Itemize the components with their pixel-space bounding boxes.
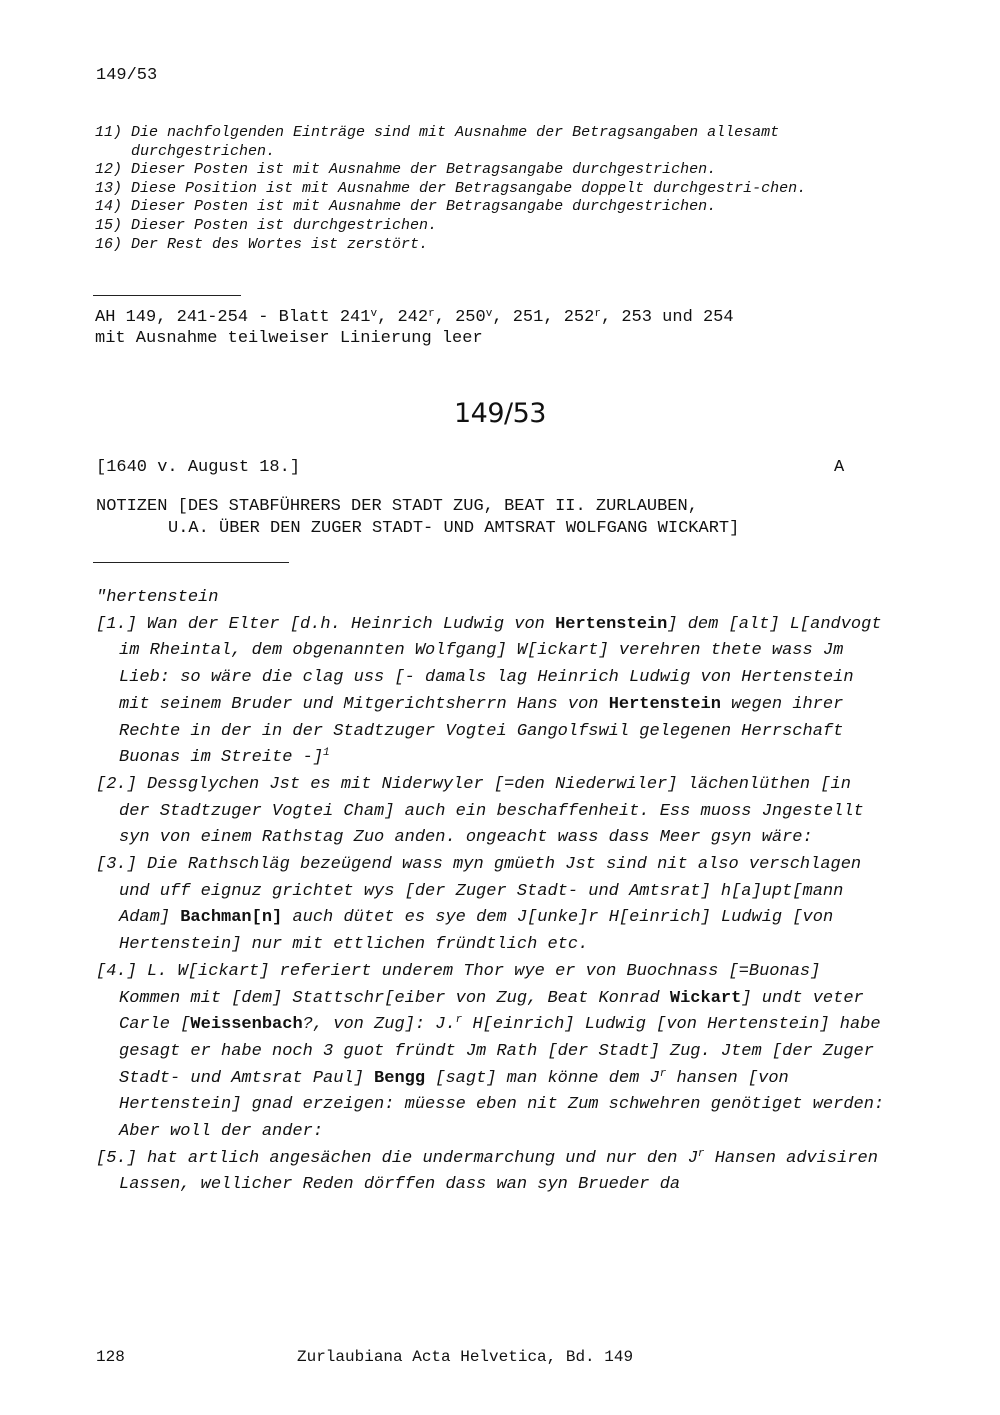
footnote: 15) Dieser Posten ist durchgestrichen. xyxy=(95,216,438,234)
archive-note-line2: mit Ausnahme teilweiser Linierung leer xyxy=(95,328,483,348)
intro-line: "hertenstein xyxy=(96,588,219,607)
footnote: 12) Dieser Posten ist mit Ausnahme der Betragsangabe durchgestrichen. xyxy=(95,161,717,179)
footnotes xyxy=(95,124,895,254)
footnote: 16) Der Rest des Wortes ist zerstört. xyxy=(95,235,429,253)
person-name: Wickart xyxy=(669,988,742,1008)
paragraph-4: [4.] L. W[ickart] referiert underem Thor wye er von Buochnass [=Buonas] Kommen mit [dem] Stattschr[eiber von Zug, Beat Konrad Wickart] undt veter Carle [Weissenbach?, von Zug]: J.$^r$ H[einrich] Ludwig [von Hertenstein] habe gesagt er habe noch 3 guot fründt Jm Rath [der Stadt] Zug. Jtem [der Zuger Stadt- und Amtsrat Paul] Bengg [sagt] man könne dem $J^r$ hansen [von Hertenstein] gnad erzeigen: müesse eben nit Zum schwehren genötiget werden: Aber woll der ander: xyxy=(96,961,885,1142)
source-title: Zurlaubiana Acta Helvetica, Bd. 149 xyxy=(297,1348,634,1366)
archive-note-line1: AH 149, 241-254 - Blatt 241$^v$, 242$^r$, 250$^v$, 251, 252$^r$, 253 und 254 xyxy=(95,308,734,327)
person-name: Bachman[n] xyxy=(180,908,283,928)
divider xyxy=(93,562,289,563)
archive-note xyxy=(95,308,895,349)
page-header-ref: 149/53 xyxy=(96,66,158,85)
paragraph-5: [5.] hat artlich angesächen die undermarchung und nur den $J^r$ Hansen advisiren Lassen, wellicher Reden dörffen dass wan syn Brueder da xyxy=(96,1147,878,1195)
document-letter: A xyxy=(834,458,845,477)
footnote: 13) Diese Position ist mit Ausnahme der Betragsangabe doppelt durchgestri-chen. xyxy=(95,179,807,197)
person-name: Bengg xyxy=(374,1068,426,1088)
footnote: 11) Die nachfolgenden Einträge sind mit Ausnahme der Betragsangaben allesamt durchgestrichen. xyxy=(95,124,780,160)
paragraph-2: [2.] Dessglychen Jst es mit Niderwyler [=den Niederwiler] lächenlüthen [in der Stadtzuger Vogtei Cham] auch ein beschaffenheit. Ess muoss Jngestellt syn von einem Rathstag Zuo anden. ongeacht wass dass Meer gsyn wäre: xyxy=(96,774,864,848)
person-name: Hertenstein xyxy=(555,614,668,634)
divider xyxy=(93,295,241,296)
document-date: [1640 v. August 18.] xyxy=(96,458,301,477)
page-number: 128 xyxy=(96,1348,125,1366)
heading-line: U.A. ÜBER DEN ZUGER STADT- UND AMTSRAT WOLFGANG WICKART] xyxy=(168,518,740,538)
document-number: 149/53 xyxy=(454,398,546,429)
transcription-body xyxy=(96,585,886,1199)
document-heading xyxy=(96,496,896,539)
footnote: 14) Dieser Posten ist mit Ausnahme der Betragsangabe durchgestrichen. xyxy=(95,198,717,216)
footnote-ref: 1 xyxy=(323,747,330,760)
heading-line: NOTIZEN [DES STABFÜHRERS DER STADT ZUG, BEAT II. ZURLAUBEN, xyxy=(96,497,698,516)
paragraph-3: [3.] Die Rathschläg bezeügend wass myn gmüeth Jst sind nit also verschlagen und uff eignuz grichtet wys [der Zuger Stadt- und Amtsrat] h[a]upt[mann Adam] Bachman[n] auch dütet es sye dem J[unke]r H[einrich] Ludwig [von Hertenstein] nur mit ettlichen fründtlich etc. xyxy=(96,855,862,955)
person-name: Weissenbach xyxy=(190,1015,303,1035)
person-name: Hertenstein xyxy=(608,694,721,714)
paragraph-1: [1.] Wan der Elter [d.h. Heinrich Ludwig von Hertenstein] dem [alt] L[andvogt im Rheintal, dem obgenannten Wolfgang] W[ickart] verehren thete wass Jm Lieb: so wäre die clag uss [- damals lag Heinrich Ludwig von Hertenstein mit seinem Bruder und Mitgerichtsherrn Hans von Hertenstein wegen ihrer Rechte in der in der Stadtzuger Vogtei Gangolfswil gelegenen Herrschaft Buonas im Streite -]$^1$ xyxy=(96,614,882,768)
